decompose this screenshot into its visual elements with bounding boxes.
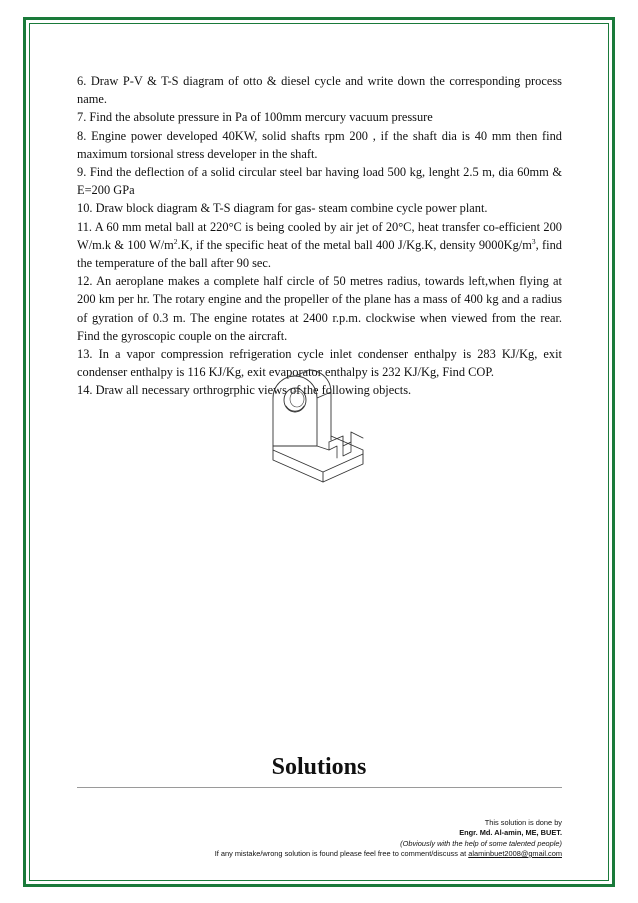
question-14: 14. Draw all necessary orthrogrphic views of the following objects. xyxy=(77,383,412,398)
credits-note: (Obviously with the help of some talented people) xyxy=(400,838,562,848)
question-10: 10. Draw block diagram & T-S diagram for gas- steam combine cycle power plant. xyxy=(77,201,488,216)
credits-contact xyxy=(82,849,562,859)
upright-top-edge xyxy=(295,370,331,440)
solutions-heading: Solutions xyxy=(271,754,367,780)
credits-contact-text: If any mistake/wrong solution is found please feel free to comment/discuss at xyxy=(214,848,469,858)
credits-line: This solution is done by xyxy=(484,818,562,827)
question-8: 8. Engine power developed 40KW, solid shafts rpm 200 , if the shaft dia is 40 mm then find maximum torsional stress developer in the shaft. xyxy=(77,128,562,161)
question-6: 6. Draw P-V & T-S diagram of otto & diesel cycle and write down the corresponding process name. xyxy=(77,74,562,107)
superscript-cubed: 3 xyxy=(531,236,536,246)
superscript-squared: 2 xyxy=(173,236,178,246)
question-11-text-b: .K, if the specific heat of the metal ball 400 J/Kg.K, density 9000Kg/m xyxy=(177,237,532,252)
question-7: 7. Find the absolute pressure in Pa of 100mm mercury vacuum pressure xyxy=(77,110,433,125)
question-13: 13. In a vapor compression refrigeration cycle inlet condenser enthalpy is 283 KJ/Kg, exit condenser enthalpy is 116 KJ/Kg, exit evaporator enthalpy is 232 KJ/Kg, Find COP. xyxy=(77,347,562,380)
base-top-face xyxy=(273,436,363,472)
question-9: 9. Find the deflection of a solid circular steel bar having load 500 kg, lenght 2.5 m, dia 60mm & E=200 GPa xyxy=(77,165,562,198)
credits-block xyxy=(82,818,562,859)
base-slot xyxy=(329,432,363,446)
question-11 xyxy=(77,218,562,273)
question-list xyxy=(77,72,562,400)
isometric-object-figure xyxy=(263,366,378,486)
question-12: 12. An aeroplane makes a complete half circle of 50 metres radius, towards left,when flying at 200 km per hr. The rotary engine and the propeller of the plane has a mass of 400 kg and a radius of gyration of 0.3 m. The engine rotates at 2400 r.p.m. clockwise when viewed from the rear. Find the gyroscopic couple on the aircraft. xyxy=(77,274,562,343)
question-11-text-a: 11. A 60 mm metal ball at 220°C is being cooled by air jet of 20°C, heat transfer co-efficient 200 W/m.k & 100 W/m xyxy=(77,219,562,252)
email-link[interactable]: alaminbuet2008@gmail.com xyxy=(468,848,562,858)
question-11-text-c: , find the temperature of the ball after 90 sec. xyxy=(77,237,562,271)
section-divider xyxy=(77,787,562,788)
base-front-face xyxy=(273,450,363,482)
credits-author: Engr. Md. Al-amin, ME, BUET. xyxy=(459,828,562,838)
